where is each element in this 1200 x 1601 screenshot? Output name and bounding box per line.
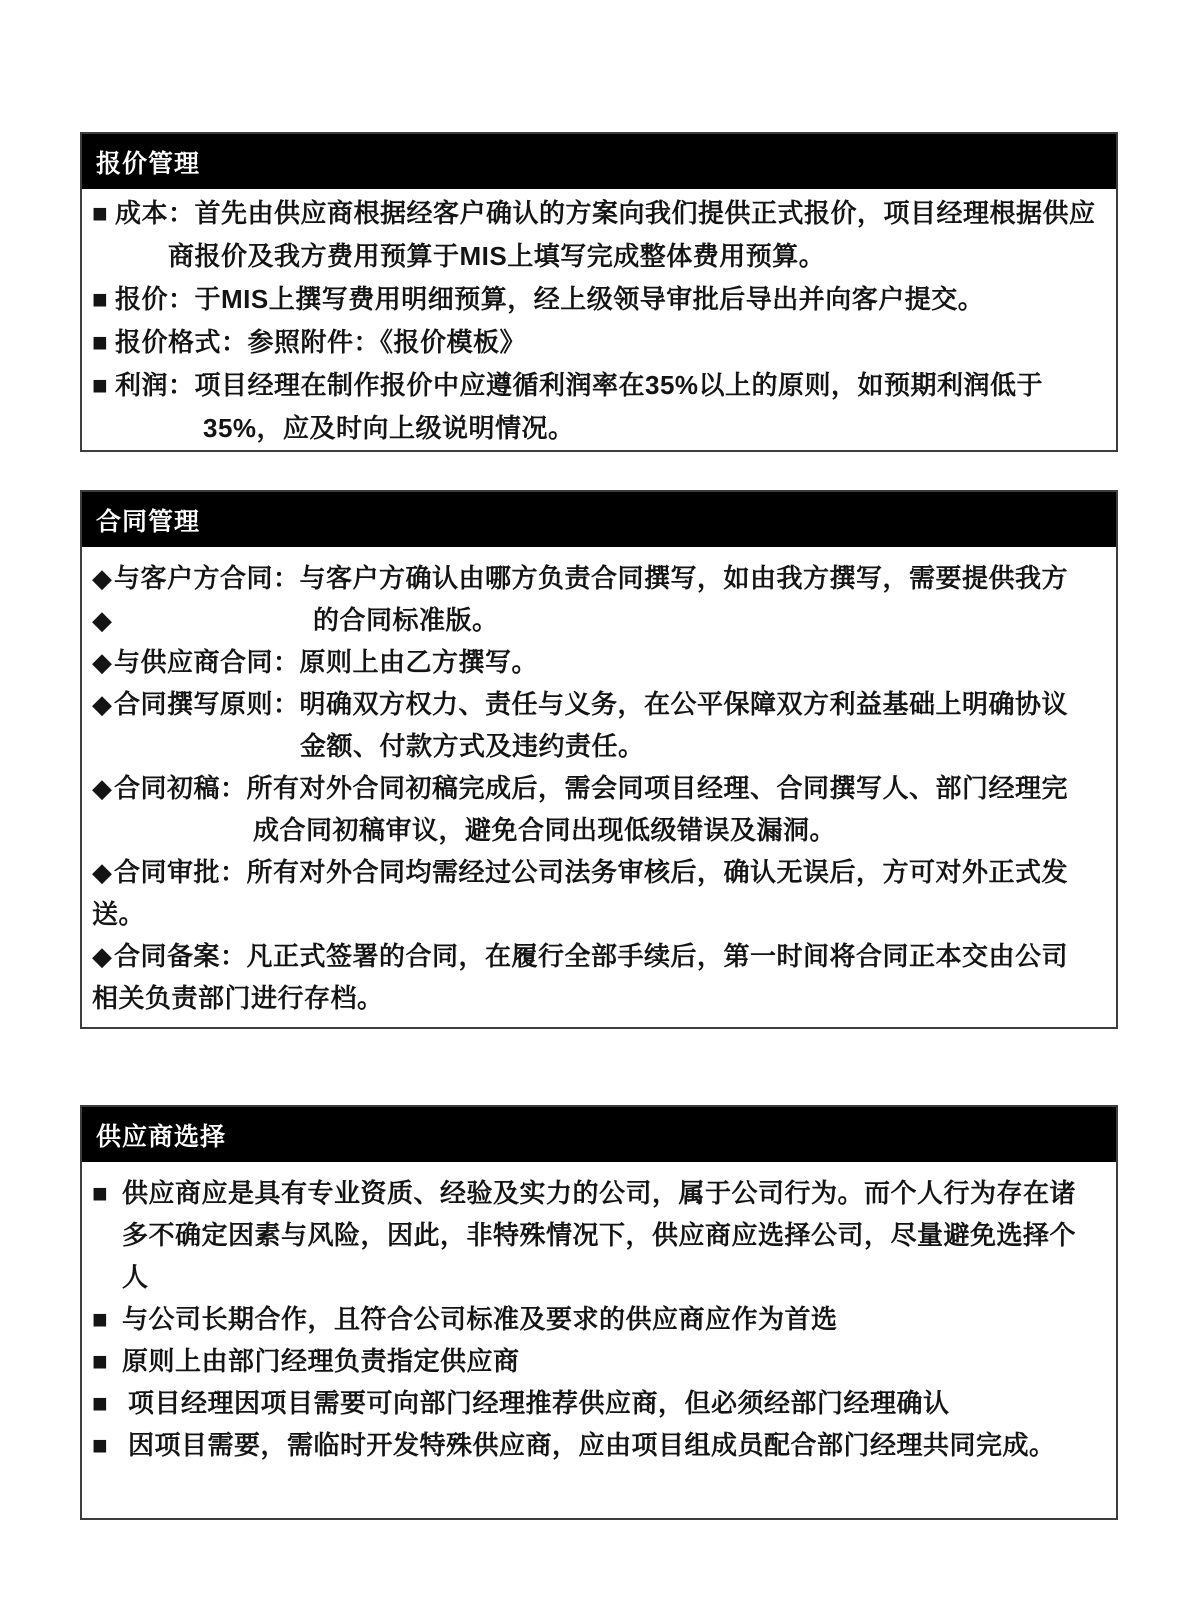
section-title: 合同管理 — [96, 507, 201, 536]
line-text: 多不确定因素与风险，因此，非特殊情况下，供应商应选择公司，尽量避免选择个 — [122, 1220, 1077, 1250]
square-bullet-icon: ■ — [92, 198, 109, 228]
diamond-bullet-icon: ◆ — [92, 605, 113, 635]
line-text: 送。 — [92, 899, 146, 929]
text-line — [92, 1214, 1108, 1256]
text-line — [92, 641, 1108, 683]
text-line — [92, 407, 1108, 450]
section-header — [82, 492, 1116, 547]
line-text: 项目经理因项目需要可向部门经理推荐供应商，但必须经部门经理确认 — [128, 1388, 950, 1418]
line-text: 商报价及我方费用预算于MIS上填写完成整体费用预算。 — [168, 241, 826, 271]
line-text: 合同备案：凡正式签署的合同，在履行全部手续后，第一时间将合同正本交由公司 — [114, 941, 1069, 971]
line-text: 原则上由部门经理负责指定供应商 — [122, 1346, 520, 1376]
line-text: 报价：于MIS上撰写费用明细预算，经上级领导审批后导出并向客户提交。 — [115, 284, 985, 314]
diamond-bullet-icon: ◆ — [92, 941, 113, 971]
text-line — [92, 935, 1108, 977]
text-line — [92, 1298, 1108, 1340]
section-body — [82, 1162, 1116, 1518]
text-line — [92, 1340, 1108, 1382]
text-line — [92, 851, 1108, 893]
line-text: 与公司长期合作，且符合公司标准及要求的供应商应作为首选 — [122, 1304, 838, 1334]
line-text: 报价格式：参照附件：《报价模板》 — [115, 327, 527, 357]
text-line — [92, 599, 1108, 641]
text-line — [92, 1424, 1108, 1466]
square-bullet-icon: ■ — [92, 1388, 109, 1418]
line-text: 35%，应及时向上级说明情况。 — [203, 413, 575, 443]
diamond-bullet-icon: ◆ — [92, 857, 113, 887]
line-text: 成合同初稿审议，避免合同出现低级错误及漏洞。 — [253, 815, 837, 845]
text-line — [92, 893, 1108, 935]
line-text: 的合同标准版。 — [313, 605, 499, 635]
section-title: 报价管理 — [96, 149, 201, 178]
line-text: 成本：首先由供应商根据经客户确认的方案向我们提供正式报价，项目经理根据供应 — [115, 198, 1096, 228]
section-title: 供应商选择 — [96, 1122, 227, 1151]
square-bullet-icon: ■ — [92, 1346, 109, 1376]
text-line — [92, 364, 1108, 407]
text-line — [92, 683, 1108, 725]
line-text: 合同撰写原则：明确双方权力、责任与义务，在公平保障双方利益基础上明确协议 — [114, 689, 1069, 719]
diamond-bullet-icon: ◆ — [92, 563, 113, 593]
line-text: 金额、付款方式及违约责任。 — [300, 731, 645, 761]
square-bullet-icon: ■ — [92, 1430, 109, 1460]
text-line — [92, 809, 1108, 851]
diamond-bullet-icon: ◆ — [92, 689, 113, 719]
diamond-bullet-icon: ◆ — [92, 773, 113, 803]
text-line — [92, 192, 1108, 235]
square-bullet-icon: ■ — [92, 284, 109, 314]
line-text: 与供应商合同：原则上由乙方撰写。 — [114, 647, 539, 677]
section-header — [82, 134, 1116, 189]
line-text: 合同初稿：所有对外合同初稿完成后，需会同项目经理、合同撰写人、部门经理完 — [114, 773, 1069, 803]
section-panel — [80, 132, 1118, 452]
text-line — [92, 725, 1108, 767]
section-header — [82, 1107, 1116, 1162]
line-text: 人 — [122, 1262, 149, 1292]
line-text: 相关负责部门进行存档。 — [92, 983, 384, 1013]
line-text: 与客户方合同：与客户方确认由哪方负责合同撰写，如由我方撰写，需要提供我方 — [114, 563, 1069, 593]
line-text: 合同审批：所有对外合同均需经过公司法务审核后，确认无误后，方可对外正式发 — [114, 857, 1069, 887]
square-bullet-icon: ■ — [92, 1178, 109, 1208]
text-line — [92, 1172, 1108, 1214]
square-bullet-icon: ■ — [92, 1304, 109, 1334]
text-line — [92, 278, 1108, 321]
text-line — [92, 321, 1108, 364]
text-line — [92, 557, 1108, 599]
line-text: 因项目需要，需临时开发特殊供应商，应由项目组成员配合部门经理共同完成。 — [128, 1430, 1056, 1460]
section-panel — [80, 490, 1118, 1029]
section-panel — [80, 1105, 1118, 1520]
section-body — [82, 547, 1116, 1027]
line-text: 供应商应是具有专业资质、经验及实力的公司，属于公司行为。而个人行为存在诸 — [122, 1178, 1077, 1208]
diamond-bullet-icon: ◆ — [92, 647, 113, 677]
square-bullet-icon: ■ — [92, 327, 109, 357]
text-line — [92, 235, 1108, 278]
text-line — [92, 1382, 1108, 1424]
text-line — [92, 767, 1108, 809]
square-bullet-icon: ■ — [92, 370, 109, 400]
text-line — [92, 977, 1108, 1019]
section-body — [82, 189, 1116, 450]
line-text: 利润：项目经理在制作报价中应遵循利润率在35%以上的原则，如预期利润低于 — [115, 370, 1044, 400]
text-line — [92, 1256, 1108, 1298]
